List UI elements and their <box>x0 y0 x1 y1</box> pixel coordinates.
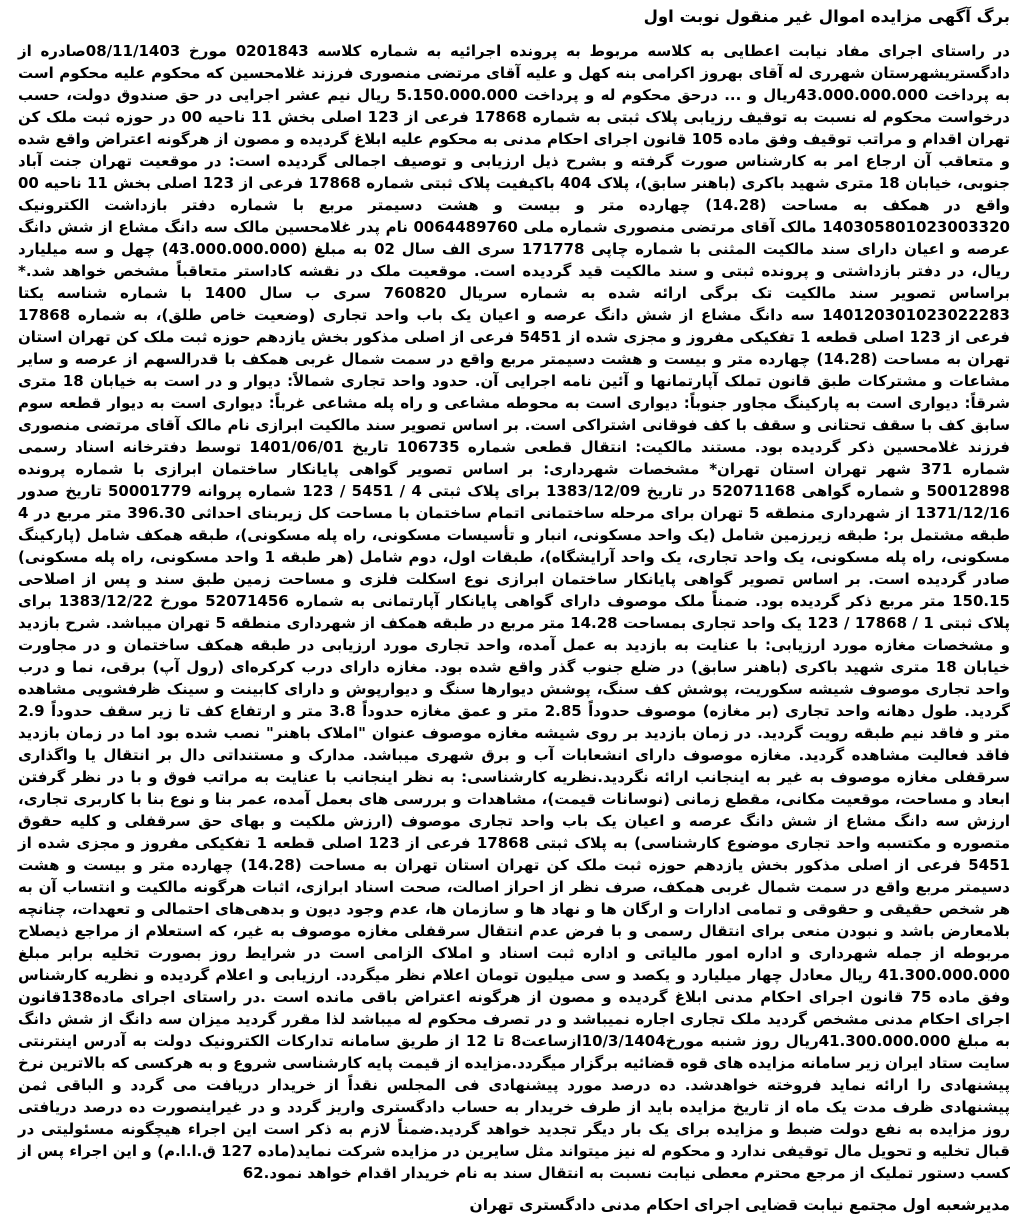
notice-body: در راستای اجرای مفاد نیابت اعطایی به کلاسه مربوط به پرونده اجرائیه به شماره کلاسه 0201843 مورخ 08/11/1403صادره از دادگستریشهرستان شهرری له آقای بهروز اکرامی بنه کهل و علیه آقای مرتضی منصوری فرزند غلامحسین که محکوم علیه محکوم است به پرداخت 43.000.000.000ریال و ... درحق محکوم له و پرداخت 5.150.000.000 ریال نیم عشر اجرایی در حق صندوق دولت، حسب درخواست محکوم له نسبت به توقیف رزیابی پلاک ثبتی به شماره 17868 فرعی از 123 اصلی بخش 11 ناحیه 00 در حوزه ثبت ملک کن تهران اقدام و مراتب توقیف وفق ماده 105 قانون اجرای احکام مدنی به محکوم علیه ابلاغ گردیده و مصون از هرگونه اعتراض واقع شده و متعاقب آن ارجاع امر به کارشناس صورت گرفته و بشرح ذیل ارزیابی و توصیف اجمالی گردیده است: در موقعیت تهران جنت آباد جنوبی، خیابان 18 متری شهید باکری (باهنر سابق)، پلاک 404 باکیفیت پلاک ثبتی شماره 17868 فرعی از 123 اصلی بخش 11 ناحیه 00 واقع در همکف به مساحت (14.28) چهارده متر و بیست و هشت دسیمتر مربع با شماره دفتر بازداشت الکترونیک 140305801023003320 مالک آقای مرتضی منصوری شماره ملی 0064489760 نام پدر غلامحسین مالک سه دانگ مشاع از شش دانگ عرصه و اعیان دارای سند مالکیت المثنی با شماره چاپی 171778 سری الف سال 02 به مبلغ (43.000.000.000) چهل و سه میلیارد ریال، در دفتر بازداشتی و پرونده ثبتی و سند مالکیت قید گردیده است. موقعیت ملک در نقشه کاداستر متعاقباً مشخص خواهد شد.* براساس تصویر سند مالکیت تک برگی ارائه شده به شماره سریال 760820 سری ب سال 1400 با شماره شناسه یکتا 140120301023022283 سه دانگ مشاع از شش دانگ عرصه و اعیان یک باب واحد تجاری (وضعیت خاص طلق)، به شماره 17868 فرعی از 123 اصلی قطعه 1 تفکیکی مفروز و مجزی شده از 5451 فرعی از اصلی مذکور بخش یازدهم حوزه ثبت ملک کن تهران استان تهران به مساحت (14.28) چهارده متر و بیست و هشت دسیمتر مربع واقع در سمت شمال غربی همکف با قدرالسهم از عرصه و سایر مشاعات و مشترکات طبق قانون تملک آپارتمانها و آئین نامه اجرایی آن. حدود واحد تجاری شمالاً: دیوار و در است به خیابان 18 متری شرقاً: دیواری است به پارکینگ مجاور جنوباً: دیواری است به محوطه مشاعی و راه پله مشاعی غرباً: دیواری است به دیوار قطعه سوم سابق کف با سقف تحتانی و سقف با کف فوقانی اشتراکی است. بر اساس تصویر سند مالکیت ابرازی نام مالک آقای مرتضی منصوری فرزند غلامحسین ذکر گردیده بود. مستند مالکیت: انتقال قطعی شماره 106735 تاریخ 1401/06/01 توسط دفترخانه اسناد رسمی شماره 371 شهر تهران استان تهران* مشخصات شهرداری: بر اساس تصویر گواهی پایانکار ساختمان ابرازی با شماره پرونده 50012898 و شماره گواهی 52071168 در تاریخ 1383/12/09 برای پلاک ثبتی 4 / 5451 / 123 شماره پروانه 50001779 تاریخ صدور 1371/12/16 از شهرداری منطقه 5 تهران برای مرحله ساختمانی اتمام ساختمان با مساحت کل زیربنای احداثی 396.30 متر مربع در 4 طبقه مشتمل بر: طبقه زیرزمین شامل (یک واحد مسکونی، انبار و تأسیسات مسکونی، راه پله مسکونی)، طبقه همکف شامل (پارکینگ مسکونی، راه پله مسکونی، یک واحد تجاری، یک واحد آرایشگاه)، طبقات اول، دوم شامل (هر طبقه 1 واحد مسکونی، راه پله مسکونی) صادر گردیده است. بر اساس تصویر گواهی پایانکار ساختمان ابرازی نوع اسکلت فلزی و مساحت زمین طبق سند و پس از اصلاحی 150.15 متر مربع ذکر گردیده بود. ضمناً ملک موصوف دارای گواهی پایانکار آپارتمانی به شماره 52071456 مورخ 1383/12/22 برای پلاک ثبتی 1 / 17868 / 123 یک واحد تجاری بمساحت 14.28 متر مربع در طبقه همکف از شهرداری منطقه 5 تهران میباشد. شرح بازدید و مشخصات مغازه مورد ارزیابی: با عنایت به بازدید به عمل آمده، واحد تجاری مورد ارزیابی در طبقه همکف ساختمان و در مجاورت خیابان 18 متری شهید باکری (باهنر سابق) در ضلع جنوب گذر واقع شده بود. مغازه دارای درب کرکره‌ای (رول آپ) برقی، نما و درب واحد تجاری موصوف شیشه سکوریت، پوشش کف سنگ، پوشش دیوارها سنگ و دیوارپوش و دارای کابینت و سینک ظرفشویی مشاهده گردید. طول دهانه واحد تجاری (بر مغازه) موصوف حدوداً 2.85 متر و عمق مغازه حدوداً 3.8 متر و ارتفاع کف تا زیر سقف حدوداً 2.9 متر و فاقد نیم طبقه رویت گردید. در زمان بازدید بر روی شیشه مغازه موصوف عنوان "املاک باهنر" نصب شده بود اما در زمان بازدید فاقد فعالیت مشاهده گردید. مغازه موصوف دارای انشعابات آب و برق شهری میباشد. مدارک و مستنداتی دال بر انتقال یا واگذاری سرقفلی مغازه موصوف به غیر به اینجانب ارائه نگردید.نظریه کارشناسی: به نظر اینجانب با عنایت به مراتب فوق و با در نظر گرفتن ابعاد و مساحت، موقعیت مکانی، مقطع زمانی (نوسانات قیمت)، مشاهدات و بررسی های بعمل آمده، عمر بنا و نوع بنا با کاربری تجاری، ارزش سه دانگ مشاع از شش دانگ عرصه و اعیان یک باب واحد تجاری موصوف (ارزش ملکیت و بهای حق سرقفلی و کلیه حقوق متصوره و مکتسبه واحد تجاری موضوع کارشناسی) به پلاک ثبتی 17868 فرعی از 123 اصلی قطعه 1 تفکیکی مفروز و مجزی شده از 5451 فرعی از اصلی مذکور بخش یازدهم حوزه ثبت ملک کن تهران استان تهران به مساحت (14.28) چهارده متر و بیست و هشت دسیمتر مربع واقع در سمت شمال غربی همکف، صرف نظر از احراز اصالت، صحت اسناد ابرازی، اثبات هرگونه مالکیت و انتساب آن به هر شخص حقیقی و حقوقی و تمامی ادارات و ارگان ها و نهاد ها و سازمان ها، عدم وجود دیون و بدهی‌های احتمالی و تعهدات، چنانچه بلامعارض باشد و نبودن منعی برای انتقال رسمی و با فرض عدم انتقال سرقفلی مغازه موصوف به غیر، که استعلام از مراجع ذیصلاح مربوطه از جمله شهرداری و اداره امور مالیاتی و اداره ثبت اسناد و املاک الزامی است در شرایط روز بصورت تخلیه برابر مبلغ 41.300.000.000 ریال معادل چهار میلیارد و یکصد و سی میلیون تومان اعلام نظر میگردد. ارزیابی و اعلام گردیده و نظریه کارشناس وفق ماده 75 قانون اجرای احکام مدنی ابلاغ گردیده و مصون از هرگونه اعتراض باقی مانده است .در راستای اجرای ماده138قانون اجرای احکام مدنی مشخص گردید ملک تجاری اجاره نمیباشد و در تصرف محکوم له میباشد لذا مقرر گردید میزان سه دانگ از شش دانگ به مبلغ 41.300.000.000ریال روز شنبه مورخ10/3/1404ازساعت8 تا 12 از طریق سامانه تدارکات الکترونیک دولت به آدرس اینترنتی سایت ستاد ایران زیر سامانه مزایده های قوه قضائیه برگزار میگردد.مزایده از قیمت پایه کارشناسی شروع و به هرکسی که بالاترین نرخ پیشنهادی را ارائه نماید فروخته خواهدشد. ده درصد مورد پیشنهادی فی المجلس نقداً از خریدار دریافت می گردد و الباقی ثمن پیشنهادی ظرف مدت یک ماه از تاریخ مزایده باید از طرف خریدار به حساب دادگستری واریز گردد و در غیراینصورت ده درصد دریافتی روز مزایده به نفع دولت ضبط و مزایده برای یک بار دیگر تجدید خواهد گردید.ضمناً لازم به ذکر است این اجراء هیچگونه مسئولیتی در قبال تخلیه و تحویل مال توقیفی ندارد و محکوم له نیز میتواند مثل سایرین در مزایده شرکت نماید(ماده 127 ق.ا.ا.م) و این اجراء پس از کسب دستور تملیک از مرجع محترم معطی نیابت نسبت به انتقال سند به نام خریدار اقدام خواهد نمود.62 <box>18 42 1011 1182</box>
issuer-signature-line: مدیرشعبه اول مجتمع نیابت قضایی اجرای احکام مدنی دادگستری تهران <box>469 1196 1010 1214</box>
notice-title: برگ آگهی مزایده اموال غیر منقول نوبت اول <box>643 7 1010 26</box>
